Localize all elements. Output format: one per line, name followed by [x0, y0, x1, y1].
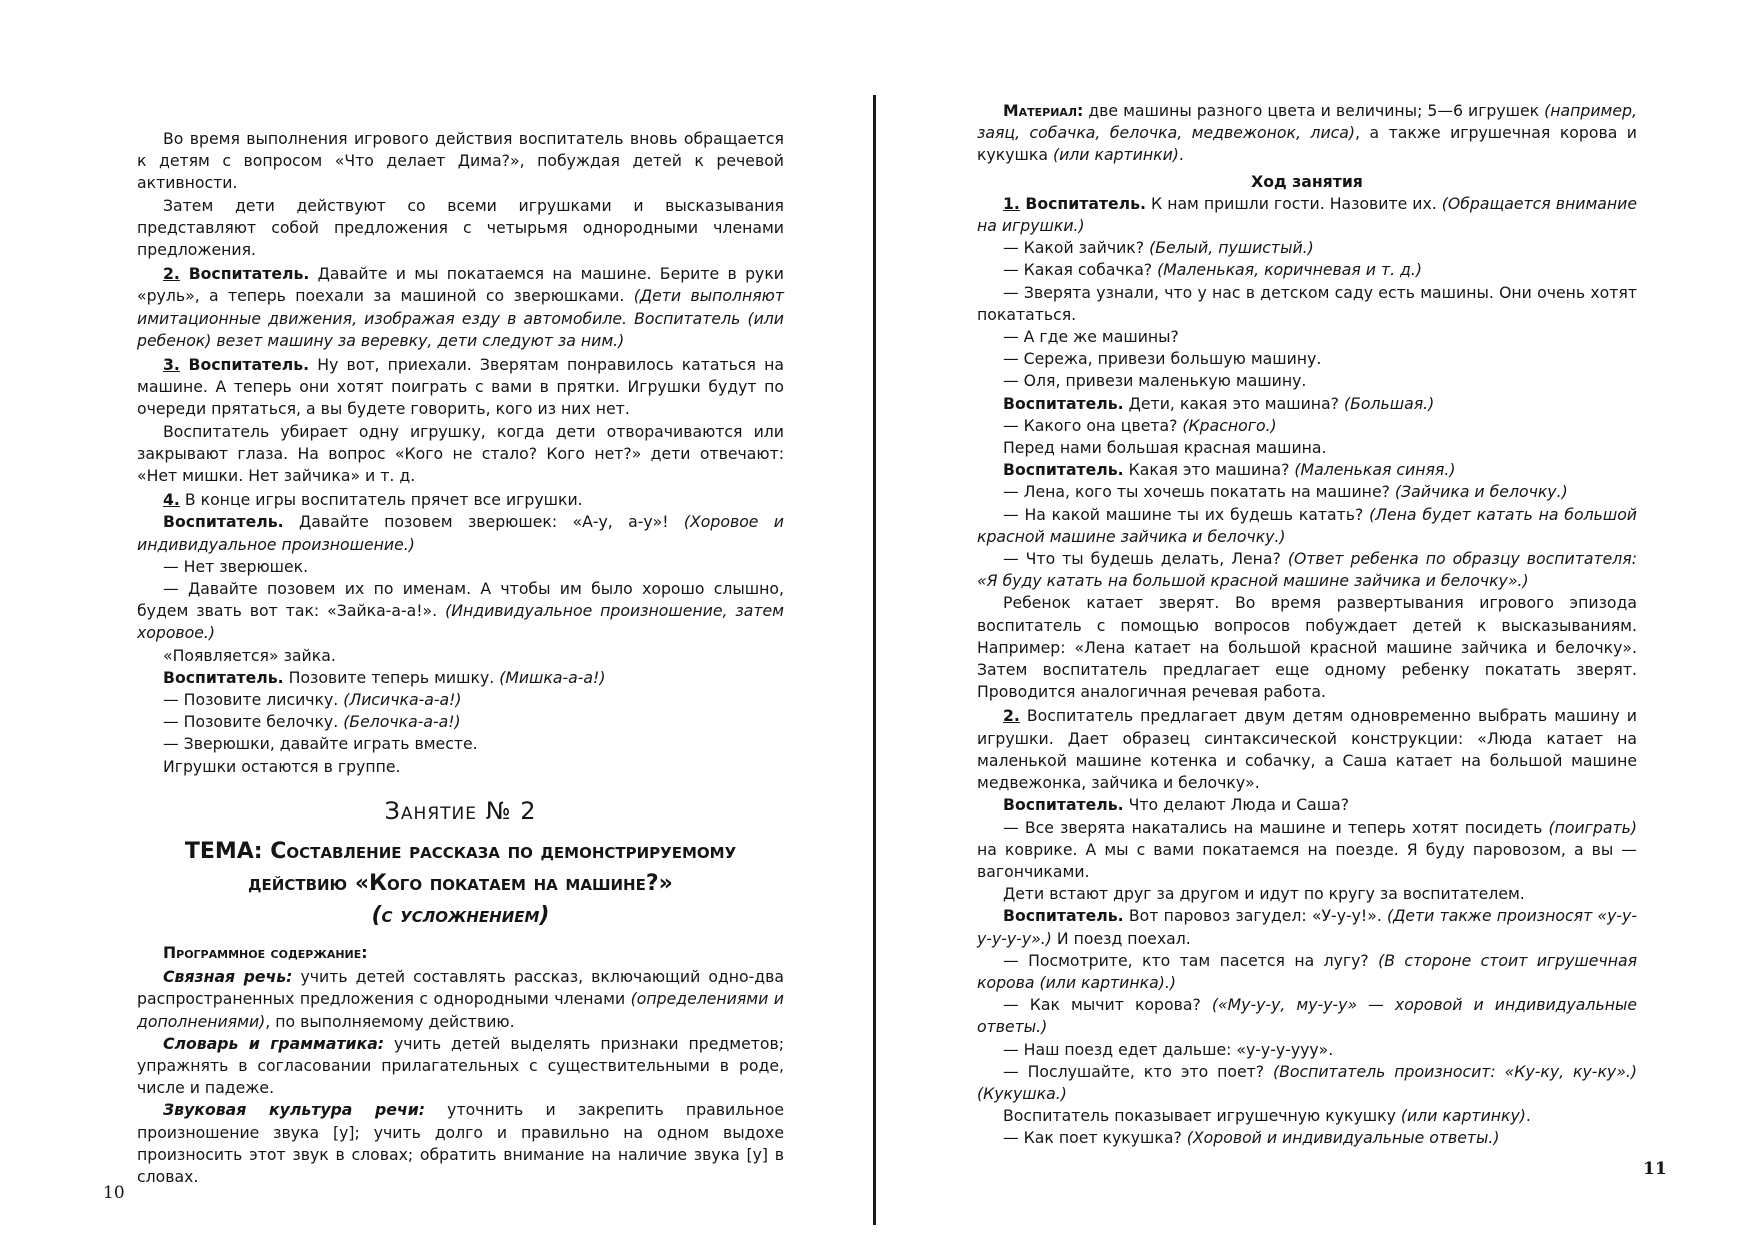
- paragraph: Воспитатель. Дети, какая это машина? (Большая.): [1003, 393, 1435, 413]
- remark: (или картинки): [1052, 145, 1179, 165]
- page-number: 11: [1643, 1159, 1667, 1179]
- lesson-title: Занятие № 2: [384, 796, 537, 825]
- remark: (Обращается внимание на игрушки.): [977, 193, 1637, 236]
- remark: (поиграть): [1548, 817, 1637, 837]
- speaker: Воспитатель.: [1003, 795, 1124, 815]
- paragraph: Игрушки остаются в группе.: [163, 756, 401, 776]
- program-heading: Программное содержание:: [163, 942, 368, 962]
- step-number: 1.: [1003, 193, 1020, 213]
- speaker: Воспитатель.: [1003, 906, 1124, 926]
- step-number: 3.: [163, 355, 180, 375]
- remark: (Белый, пушистый.): [1149, 238, 1314, 258]
- dialogue-line: — Посмотрите, кто там пасется на лугу? (В стороне стоит игрушечная корова (или картинка).): [977, 950, 1638, 992]
- right-page: [877, 0, 1754, 1241]
- paragraph: Воспитатель показывает игрушечную кукушку (или картинку).: [1003, 1106, 1531, 1126]
- paragraph: Во время выполнения игрового действия воспитатель вновь обращается к детям с вопросом «Что делает Дима?», побуждая детей к речевой активности.: [137, 129, 784, 193]
- page-number: 10: [103, 1183, 125, 1203]
- step-number: 2.: [163, 264, 180, 284]
- speaker: Воспитатель.: [1003, 460, 1124, 480]
- paragraph: Ребенок катает зверят. Во время развертывания игрового эпизода воспитатель с помощью вопросов побуждает детей к высказываниям. Например: «Лена катает на большой красной машине зайчика и белочку». Затем воспитатель предлагает еще одному ребенку покатать зверят. Проводится аналогичная речевая работа.: [977, 593, 1637, 702]
- dialogue-line: — Какая собачка? (Маленькая, коричневая и т. д.): [1003, 260, 1423, 280]
- paragraph: «Появляется» зайка.: [163, 645, 336, 665]
- speaker: Воспитатель.: [163, 512, 284, 532]
- right-text-column: [977, 100, 1637, 1150]
- paragraph: Воспитатель. Какая это машина? (Маленькая синяя.): [1003, 460, 1456, 480]
- remark: («Му-у-у, му-у-у» — хоровой и индивидуальные ответы.): [977, 995, 1637, 1037]
- content-label: Связная речь:: [163, 967, 293, 987]
- speaker: Воспитатель.: [188, 264, 310, 284]
- remark: (Лена будет катать на большой красной машине зайчика и белочку.): [977, 504, 1637, 546]
- dialogue-line: — А где же машины?: [1003, 327, 1179, 347]
- remark: (определениями и дополнениями): [137, 989, 784, 1031]
- dialogue-line: — Какой зайчик? (Белый, пушистый.): [1003, 238, 1314, 258]
- paragraph: 3. Воспитатель. Ну вот, приехали. Зверятам понравилось кататься на машине. А теперь они хотят поиграть с вами в прятки. Игрушки будут по очереди прятаться, а вы будете говорить, кого из них нет.: [137, 355, 784, 419]
- remark: (Мишка-а-а!): [499, 667, 606, 687]
- remark: (В стороне стоит игрушечная корова (или картинка).): [977, 950, 1638, 992]
- paragraph: Перед нами большая красная машина.: [1003, 438, 1327, 458]
- content-label: Словарь и грамматика:: [163, 1033, 385, 1053]
- paragraph: Воспитатель убирает одну игрушку, когда дети отворачиваются или закрывают глаза. На вопрос «Кого не стало? Кого нет?» дети отвечают: «Нет мишки. Нет зайчика» и т. д.: [137, 421, 784, 486]
- step-number: 4.: [163, 490, 180, 510]
- dialogue-line: — Зверята узнали, что у нас в детском саду есть машины. Они очень хотят покататься.: [977, 282, 1637, 324]
- paragraph: Материал: две машины разного цвета и величины; 5—6 игрушек (например, заяц, собачка, белочка, медвежонок, лиса), а также игрушечная корова и кукушка (или картинки).: [977, 101, 1637, 165]
- dialogue-line: — Давайте позовем их по именам. А чтобы им было хорошо слышно, будем звать вот так: «Зайка-а-а!». (Индивидуальное произношение, затем хоровое.): [137, 579, 785, 643]
- dialogue-line: — Что ты будешь делать, Лена? (Ответ ребенка по образцу воспитателя: «Я буду катать на большой красной машине зайчика и белочку».): [977, 549, 1637, 591]
- remark: (Зайчика и белочку.): [1394, 482, 1568, 502]
- dialogue-line: — Все зверята накатались на машине и теперь хотят посидеть (поиграть) на коврике. А мы с вами покатаемся на поезде. Я буду паровозом, а вы — вагончиками.: [977, 817, 1637, 881]
- paragraph: Воспитатель. Вот паровоз загудел: «У-у-у!». (Дети также произносят «у-у-у-у-у-у».) И поезд поехал.: [977, 906, 1637, 948]
- remark: (Хоровой и индивидуальные ответы.): [1186, 1128, 1500, 1148]
- paragraph: 1. Воспитатель. К нам пришли гости. Назовите их. (Обращается внимание на игрушки.): [977, 193, 1637, 236]
- dialogue-line: — Как мычит корова? («Му-у-у, му-у-у» — хоровой и индивидуальные ответы.): [977, 995, 1637, 1037]
- course-heading: Ход занятия: [1251, 171, 1363, 191]
- paragraph: Дети встают друг за другом и идут по кругу за воспитателем.: [1003, 884, 1525, 904]
- speaker: Воспитатель.: [188, 355, 310, 375]
- dialogue-line: — Послушайте, кто это поет? (Воспитатель произносит: «Ку-ку, ку-ку».) (Кукушка.): [977, 1061, 1637, 1103]
- paragraph: 2. Воспитатель. Давайте и мы покатаемся на машине. Берите в руки «руль», а теперь поехали за машиной со зверюшками. (Дети выполняют имитационные движения, изображая езду в автомобиле. Воспитатель (или ребенок) везет машину за веревку, дети следуют за ним.): [137, 264, 784, 350]
- remark: (или картинку): [1400, 1106, 1526, 1126]
- content-label: Материал:: [1003, 101, 1084, 120]
- dialogue-line: — Лена, кого ты хочешь покатать на машине? (Зайчика и белочку.): [1003, 482, 1568, 502]
- content-label: Звуковая культура речи:: [163, 1100, 425, 1120]
- remark: (Дети выполняют имитационные движения, изображая езду в автомобиле. Воспитатель (или ребенок) везет машину за веревку, дети следуют за ним.): [137, 286, 784, 350]
- dialogue-line: — Позовите лисичку. (Лисичка-а-а!): [163, 690, 462, 710]
- remark: (Ответ ребенка по образцу воспитателя: «Я буду катать на большой красной машине зайчика и белочку».): [977, 549, 1637, 591]
- paragraph: Воспитатель. Что делают Люда и Саша?: [1003, 795, 1350, 815]
- dialogue-line: — На какой машине ты их будешь катать? (Лена будет катать на большой красной машине зайчика и белочку.): [977, 504, 1637, 546]
- paragraph: Воспитатель. Давайте позовем зверюшек: «А-у, а-у»! (Хоровое и индивидуальное произношение.): [137, 512, 784, 554]
- step-number: 2.: [1003, 706, 1020, 726]
- dialogue-line: — Позовите белочку. (Белочка-а-а!): [163, 712, 461, 732]
- dialogue-line: — Как поет кукушка? (Хоровой и индивидуальные ответы.): [1003, 1128, 1500, 1148]
- dialogue-line: — Наш поезд едет дальше: «у-у-у-ууу».: [1003, 1039, 1334, 1059]
- paragraph: Затем дети действуют со всеми игрушками и высказывания представляют собой предложения с четырьмя однородными членами предложения.: [137, 195, 784, 260]
- paragraph: Связная речь: учить детей составлять рассказ, включающий одно-два распространенных предложения с однородными членами (определениями и дополнениями), по выполняемому действию.: [137, 967, 784, 1031]
- remark: (Дети также произносят «у-у-у-у-у-у».): [977, 906, 1637, 948]
- remark: (Маленькая, коричневая и т. д.): [1157, 260, 1423, 280]
- page-divider: [873, 95, 876, 1225]
- remark: (Хоровое и индивидуальное произношение.): [137, 512, 784, 554]
- remark: (Большая.): [1343, 393, 1435, 413]
- paragraph: 4. В конце игры воспитатель прячет все игрушки.: [163, 490, 583, 510]
- left-text-column: [137, 128, 784, 1188]
- dialogue-line: — Какого она цвета? (Красного.): [1003, 415, 1277, 435]
- paragraph: 2. Воспитатель предлагает двум детям одновременно выбрать машину и игрушки. Дает образец синтаксической конструкции: «Люда катает на маленькой машине котенка и собачку, а Саша катает на большой машине медвежонка, зайчика и белочку».: [977, 706, 1637, 793]
- remark: (Белочка-а-а!): [343, 712, 461, 732]
- remark: (Лисичка-а-а!): [343, 690, 462, 710]
- dialogue-line: — Оля, привези маленькую машину.: [1003, 371, 1307, 391]
- dialogue-line: — Сережа, привези большую машину.: [1003, 349, 1322, 369]
- paragraph: Воспитатель. Позовите теперь мишку. (Мишка-а-а!): [163, 667, 606, 687]
- remark: (Красного.): [1182, 415, 1277, 435]
- remark: (например, заяц, собачка, белочка, медвежонок, лиса): [977, 101, 1637, 143]
- paragraph: Словарь и грамматика: учить детей выделять признаки предметов; упражнять в согласовании прилагательных с существительными в роде, числе и падеже.: [137, 1033, 784, 1098]
- remark: (Воспитатель произносит: «Ку-ку, ку-ку».) (Кукушка.): [977, 1061, 1637, 1103]
- remark: (Маленькая синяя.): [1294, 460, 1456, 480]
- speaker: Воспитатель.: [1003, 393, 1124, 413]
- remark: (Индивидуальное произношение, затем хоровое.): [137, 601, 785, 643]
- speaker: Воспитатель.: [1025, 193, 1147, 213]
- paragraph: Звуковая культура речи: уточнить и закрепить правильное произношение звука [у]; учить долго и правильно на одном выдохе произносить этот звук в словах; обратить внимание на наличие звука [у] в словах.: [137, 1100, 784, 1186]
- lesson-theme: ТЕМА: Составление рассказа по демонстрируемому действию «Кого покатаем на машине?» (с усложнением): [184, 838, 737, 928]
- dialogue-line: — Зверюшки, давайте играть вместе.: [163, 734, 478, 754]
- dialogue-line: — Нет зверюшек.: [163, 556, 309, 576]
- speaker: Воспитатель.: [163, 667, 284, 687]
